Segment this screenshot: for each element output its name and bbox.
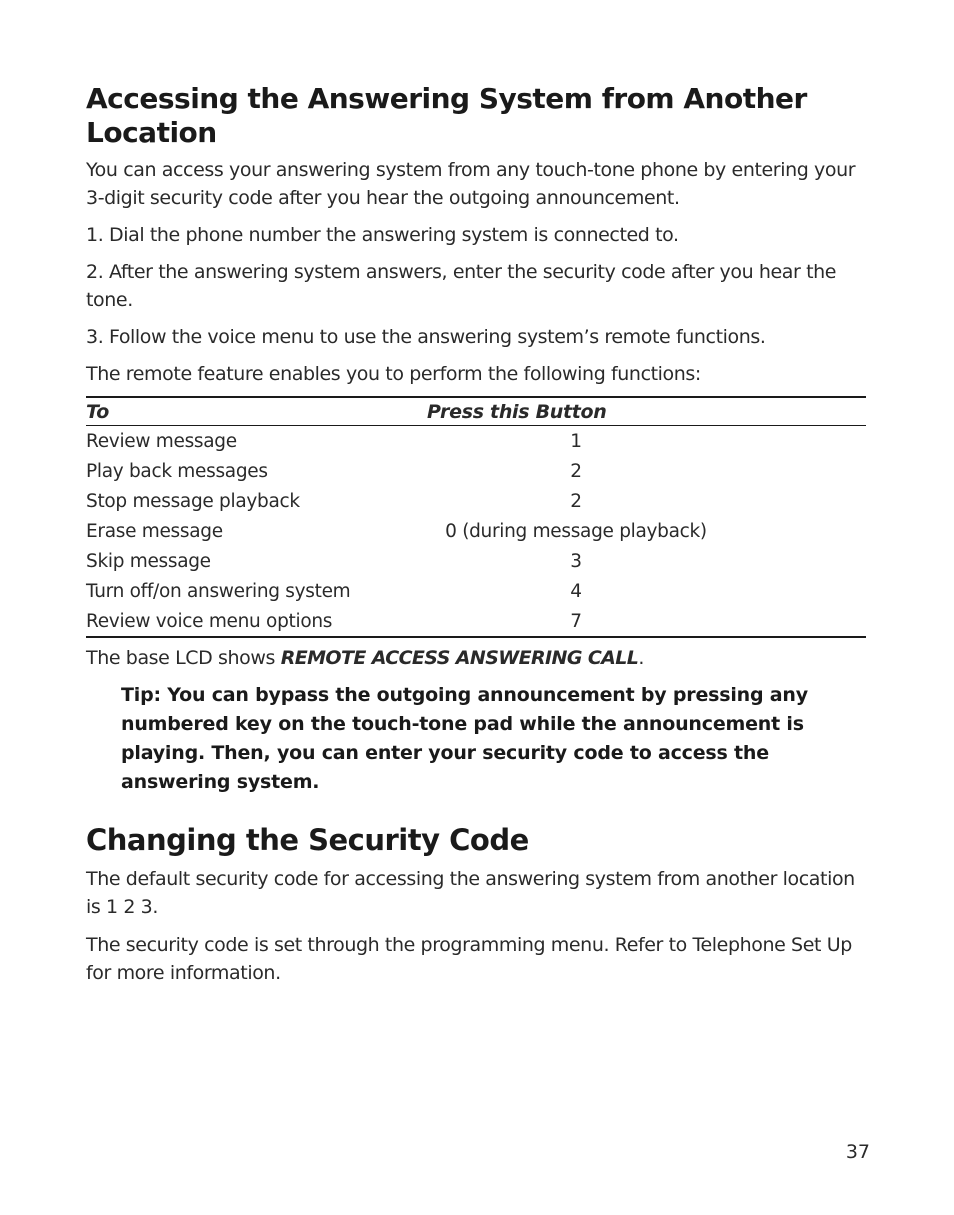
table-row bbox=[86, 456, 866, 486]
table-row bbox=[86, 576, 866, 606]
programming-menu-paragraph: The security code is set through the programming menu. Refer to Telephone Set Up for more information. bbox=[86, 934, 852, 984]
header-to: To bbox=[86, 397, 386, 426]
function-cell: Turn off/on answering system bbox=[86, 580, 351, 602]
lcd-suffix: . bbox=[638, 647, 644, 669]
manual-page bbox=[86, 82, 866, 987]
table-row bbox=[86, 516, 866, 546]
table-header-row bbox=[86, 397, 866, 426]
function-cell: Play back messages bbox=[86, 460, 268, 482]
remote-functions-lead: The remote feature enables you to perform the following functions: bbox=[86, 363, 701, 385]
section-heading-security-code: Changing the Security Code bbox=[86, 823, 529, 857]
button-cell: 2 bbox=[570, 490, 582, 512]
intro-paragraph: You can access your answering system from any touch-tone phone by entering your 3-digit security code after you hear the outgoing announcement. bbox=[86, 159, 856, 209]
button-cell: 1 bbox=[570, 430, 582, 452]
step-1: 1. Dial the phone number the answering system is connected to. bbox=[86, 224, 679, 246]
lcd-display-note bbox=[86, 644, 866, 672]
tip-note: Tip: You can bypass the outgoing announcement by pressing any numbered key on the touch-tone pad while the announcement is playing. Then, you can enter your security code to access the answering system. bbox=[121, 684, 808, 793]
page-number: 37 bbox=[845, 1141, 870, 1163]
function-cell: Stop message playback bbox=[86, 490, 300, 512]
table-row bbox=[86, 546, 866, 576]
button-cell: 2 bbox=[570, 460, 582, 482]
section-heading-remote-access: Accessing the Answering System from Another Location bbox=[86, 82, 807, 149]
step-3: 3. Follow the voice menu to use the answering system’s remote functions. bbox=[86, 326, 766, 348]
function-cell: Review message bbox=[86, 430, 237, 452]
table-row bbox=[86, 606, 866, 637]
table-row bbox=[86, 426, 866, 457]
default-code-paragraph: The default security code for accessing the answering system from another location is 1 2 3. bbox=[86, 868, 855, 918]
function-cell: Review voice menu options bbox=[86, 610, 333, 632]
step-2: 2. After the answering system answers, enter the security code after you hear the tone. bbox=[86, 261, 837, 311]
function-cell: Skip message bbox=[86, 550, 211, 572]
lcd-display-text: REMOTE ACCESS ANSWERING CALL bbox=[280, 647, 639, 669]
button-cell: 3 bbox=[570, 550, 582, 572]
table-row bbox=[86, 486, 866, 516]
button-cell: 4 bbox=[570, 580, 582, 602]
button-cell: 7 bbox=[570, 610, 582, 632]
lcd-prefix: The base LCD shows bbox=[86, 647, 281, 669]
header-press-button: Press this Button bbox=[386, 397, 866, 426]
button-cell: 0 (during message playback) bbox=[445, 520, 707, 542]
remote-functions-table bbox=[86, 396, 866, 638]
function-cell: Erase message bbox=[86, 520, 223, 542]
